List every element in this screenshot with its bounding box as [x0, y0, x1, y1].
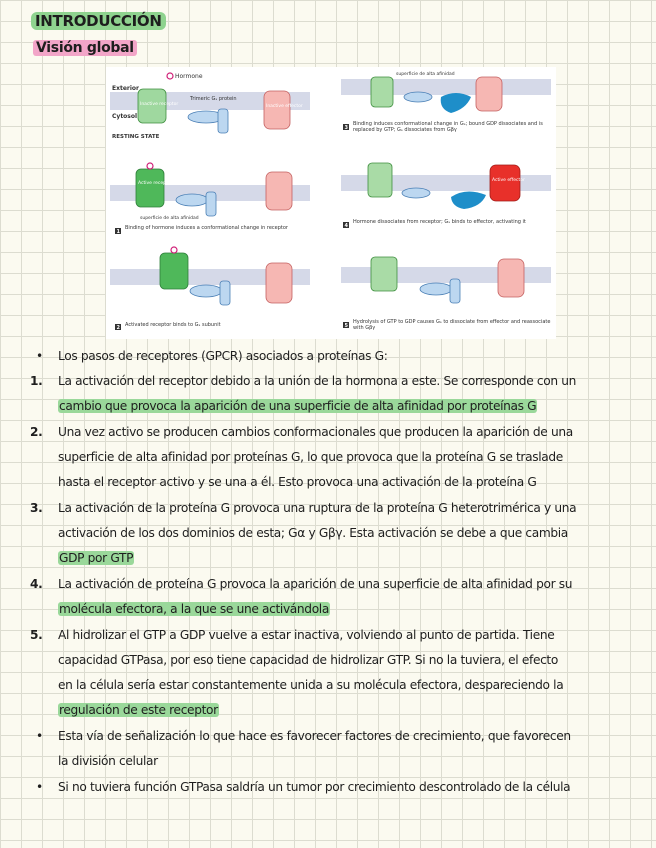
list-item: [30, 574, 573, 594]
item-number: 4.: [30, 577, 43, 591]
active-receptor-shape-1: [136, 169, 164, 207]
list-item: [30, 371, 576, 391]
active-effector-label: Active effector: [492, 178, 525, 183]
item-text: en la célula sería estar constantemente unida a su molécula efectora, despareciendo la: [58, 678, 564, 692]
item-text: capacidad GTPasa, por eso tiene capacidad de hidrolizar GTP. Si no la tuviera, el efecto: [58, 653, 558, 667]
gbg-shape-3: [404, 92, 432, 102]
list-item-continuation: [58, 751, 158, 771]
gbg-shape-4: [402, 188, 430, 198]
caption-3: Binding induces conformational change in Gₛ; bound GDP dissociates and is replaced by GTP; Gₛ dissociates from Gβγ: [353, 121, 543, 133]
bullet-icon: •: [36, 729, 43, 743]
gpcr-diagram: [106, 67, 556, 339]
list-item-continuation: [58, 700, 219, 720]
effector-shape-1: [266, 172, 292, 210]
gs-shape-2: [220, 281, 230, 305]
inactive-receptor-label: Inactive receptor: [140, 102, 179, 107]
effector-shape-3: [476, 77, 502, 111]
section-subtitle: Visión global: [33, 40, 137, 56]
gs-shape-4: [451, 191, 486, 209]
list-item: [36, 726, 571, 746]
list-item: [36, 346, 388, 366]
caption-1-number: 1: [116, 229, 120, 235]
list-item: [36, 777, 571, 797]
caption-4: Hormone dissociates from receptor; Gₛ binds to effector, activating it: [353, 219, 526, 225]
item-text: molécula efectora, a la que se une activándola: [59, 602, 329, 616]
bound-hormone-icon-1: [147, 163, 153, 169]
gs-shape-5: [450, 279, 460, 303]
list-item-continuation: [58, 396, 537, 416]
list-item-continuation: [58, 650, 558, 670]
effector-shape-2: [266, 263, 292, 303]
bound-hormone-icon-2: [171, 247, 177, 253]
item-text: hasta el receptor activo y se una a él. Esto provoca una activación de la proteína G: [58, 475, 537, 489]
receptor-shape-3: [371, 77, 393, 107]
item-text: Una vez activo se producen cambios conformacionales que producen la aparición de una: [58, 425, 573, 439]
list-item-continuation: [58, 523, 568, 543]
item-text: Esta vía de señalización lo que hace es favorecer factores de crecimiento, que favorecen: [58, 729, 571, 743]
item-number: 3.: [30, 501, 43, 515]
gbg-shape-2: [190, 285, 222, 297]
item-number: 5.: [30, 628, 43, 642]
trimeric-label: Trimeric Gₛ protein: [190, 96, 237, 102]
list-item-continuation: [58, 472, 536, 492]
item-number: 2.: [30, 425, 43, 439]
bullet-icon: •: [36, 349, 43, 363]
item-text: Si no tuviera función GTPasa saldría un tumor por crecimiento descontrolado de la célula: [58, 780, 571, 794]
item-text: la división celular: [58, 754, 158, 768]
receptor-shape-5: [371, 257, 397, 291]
cytosol-label: Cytosol: [112, 113, 138, 120]
item-text: Al hidrolizar el GTP a GDP vuelve a estar inactiva, volviendo al punto de partida. Tiene: [58, 628, 555, 642]
exterior-label: Exterior: [112, 85, 140, 92]
gs-shape-1: [206, 192, 216, 216]
caption-2-number: 2: [116, 325, 120, 331]
item-text: La activación del receptor debido a la unión de la hormona a este. Se corresponde con un: [58, 374, 576, 388]
active-effector-shape: [490, 165, 520, 201]
caption-5-number: 5: [344, 323, 348, 329]
item-text: cambio que provoca la aparición de una superficie de alta afinidad por proteínas G: [59, 399, 537, 413]
gs-subunit-shape: [218, 109, 228, 133]
caption-1: Binding of hormone induces a conformational change in receptor: [125, 225, 288, 231]
intro-text: Los pasos de receptores (GPCR) asociados a proteínas G:: [58, 349, 388, 363]
item-text: superficie de alta afinidad por proteínas G, lo que provoca que la proteína G se traslade: [58, 450, 563, 464]
item-number: 1.: [30, 374, 43, 388]
gbg-shape-1: [176, 194, 208, 206]
effector-shape-5: [498, 259, 524, 297]
list-item-continuation: [58, 548, 134, 568]
inactive-effector-shape: [264, 91, 290, 129]
high-affinity-label-1: superficie de alta afinidad: [140, 216, 199, 221]
hormone-icon: [167, 73, 173, 79]
high-affinity-label-3: superficie de alta afinidad: [396, 72, 455, 77]
item-text: regulación de este receptor: [59, 703, 218, 717]
resting-label: RESTING STATE: [112, 134, 160, 140]
item-text: activación de los dos dominios de esta; Gα y Gβγ. Esta activación se debe a que cambia: [58, 526, 568, 540]
list-item: [30, 625, 555, 645]
item-text: La activación de la proteína G provoca una ruptura de la proteína G heterotrimérica y una: [58, 501, 577, 515]
active-receptor-shape-2: [160, 253, 188, 289]
active-receptor-label: Active receptor: [138, 181, 173, 186]
caption-5: Hydrolysis of GTP to GDP causes Gₛ to dissociate from effector and reassociate with Gβγ: [353, 319, 551, 331]
item-text: GDP por GTP: [59, 551, 134, 565]
gpcr-cycle-figure: [106, 67, 556, 339]
bullet-icon: •: [36, 780, 43, 794]
list-item: [30, 422, 573, 442]
list-item-continuation: [58, 675, 563, 695]
receptor-shape-4: [368, 163, 392, 197]
hormone-label: Hormone: [175, 73, 203, 80]
caption-4-number: 4: [344, 223, 348, 229]
inactive-effector-label: Inactive effector: [266, 104, 303, 109]
gbg-shape-5: [420, 283, 452, 295]
gs-shape-3: [441, 93, 471, 113]
page-title: INTRODUCCIÓN: [31, 12, 166, 30]
item-text: La activación de proteína G provoca la aparición de una superficie de alta afinidad por su: [58, 577, 573, 591]
list-item-continuation: [58, 599, 330, 619]
caption-2: Activated receptor binds to Gₛ subunit: [125, 322, 221, 328]
caption-3-number: 3: [344, 125, 348, 131]
list-item-continuation: [58, 447, 563, 467]
list-item: [30, 498, 577, 518]
